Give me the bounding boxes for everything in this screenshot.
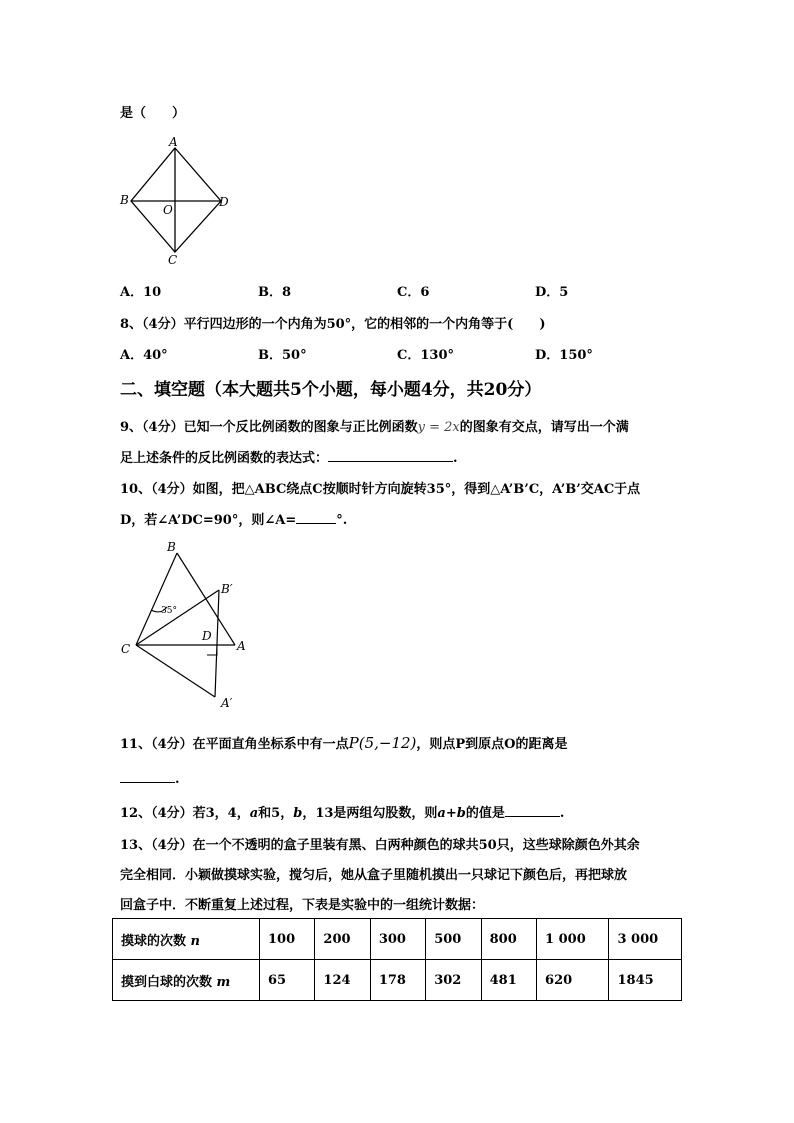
label-d: D bbox=[202, 629, 212, 643]
q12-var-a: a bbox=[249, 806, 259, 821]
table-cell: 100 bbox=[260, 919, 315, 960]
label-b: B bbox=[120, 193, 129, 207]
label-c: C bbox=[168, 253, 178, 267]
q12-answer-blank[interactable] bbox=[505, 804, 560, 817]
q8-option-b: B．50° bbox=[258, 348, 307, 363]
q7-option-d: D．5 bbox=[535, 285, 569, 300]
q9-line2-text: 足上述条件的反比例函数的表达式： bbox=[120, 451, 329, 466]
label-a: A bbox=[169, 135, 178, 149]
table-cell: 3 000 bbox=[609, 919, 682, 960]
row1-var: n bbox=[190, 933, 200, 949]
table-cell: 300 bbox=[370, 919, 425, 960]
table-row bbox=[113, 919, 682, 960]
row2-var: m bbox=[216, 974, 231, 990]
section-title: 二、填空题（本大题共5个小题，每小题4分，共20分） bbox=[120, 380, 542, 400]
q12-mid: 和5， bbox=[258, 806, 294, 821]
row2-label: 摸到白球的次数 bbox=[121, 974, 213, 990]
side-cap bbox=[136, 645, 215, 697]
q10-answer-blank[interactable] bbox=[296, 511, 336, 524]
label-angle: 35° bbox=[161, 606, 177, 616]
q11-answer-blank[interactable] bbox=[120, 770, 175, 783]
q12-expr: a+b bbox=[437, 806, 466, 821]
table-cell: 481 bbox=[481, 960, 536, 1001]
label-d: D bbox=[219, 195, 229, 209]
rotation-figure bbox=[115, 535, 255, 715]
q13-line1: 13、（4分）在一个不透明的盒子里装有黑、白两种颜色的球共50只，这些球除颜色外其余 bbox=[120, 838, 640, 853]
q8-option-a: A．40° bbox=[120, 348, 168, 363]
q12-period: . bbox=[559, 806, 565, 821]
table-cell: 178 bbox=[370, 960, 425, 1001]
table-cell: 65 bbox=[260, 960, 315, 1001]
label-bp: B′ bbox=[221, 582, 233, 596]
q12-line bbox=[120, 802, 564, 821]
q9-line2-end: . bbox=[453, 451, 458, 466]
label-c: C bbox=[121, 642, 131, 656]
q8-option-d: D．150° bbox=[535, 348, 593, 363]
table-cell: 500 bbox=[426, 919, 481, 960]
label-a: A bbox=[237, 639, 246, 653]
q7-option-b: B．8 bbox=[258, 285, 292, 300]
q9-line2 bbox=[120, 447, 458, 466]
q13-line3: 回盒子中．不断重复上述过程，下表是实验中的一组统计数据： bbox=[120, 898, 485, 913]
right-angle-mark bbox=[207, 645, 217, 655]
q7-tail-text: 是（ ） bbox=[120, 106, 186, 121]
q12-end: 的值是 bbox=[465, 806, 505, 821]
label-o: O bbox=[163, 203, 173, 217]
rhombus-figure bbox=[115, 130, 245, 270]
q12-var-b: b bbox=[293, 806, 303, 821]
table-cell: 620 bbox=[537, 960, 609, 1001]
q11-text-post: ，则点P到原点O的距离是 bbox=[416, 737, 568, 752]
side-bpap bbox=[215, 590, 219, 697]
q11-line2 bbox=[120, 770, 180, 787]
table-cell: 302 bbox=[426, 960, 481, 1001]
table-cell: 1845 bbox=[609, 960, 682, 1001]
q9-line1-post: 的图象有交点，请写出一个满 bbox=[459, 420, 629, 435]
q12-pre: 12、（4分）若3，4， bbox=[120, 806, 250, 821]
q10-line2 bbox=[120, 509, 347, 528]
label-ap: A′ bbox=[221, 696, 233, 710]
q12-post: ，13是两组勾股数，则 bbox=[302, 806, 438, 821]
q8-option-c: C．130° bbox=[397, 348, 454, 363]
stats-table bbox=[112, 918, 682, 1001]
q8-text: 8、（4分）平行四边形的一个内角为50°，它的相邻的一个内角等于( ) bbox=[120, 317, 546, 332]
table-row bbox=[113, 960, 682, 1001]
q11-line1 bbox=[120, 733, 568, 752]
q13-line2: 完全相同．小颖做摸球实验，搅匀后，她从盒子里随机摸出一只球记下颜色后，再把球放 bbox=[120, 868, 628, 883]
q9-line1 bbox=[120, 416, 629, 435]
row1-label: 摸球的次数 bbox=[121, 933, 187, 949]
q10-line1: 10、（4分）如图，把△ABC绕点C按顺时针方向旋转35°，得到△A’B’C，A’B’交AC于点 bbox=[120, 482, 641, 497]
row1-header bbox=[113, 919, 260, 960]
q7-option-a: A．10 bbox=[120, 285, 162, 300]
q9-line1-pre: 9、（4分）已知一个反比例函数的图象与正比例函数 bbox=[120, 420, 418, 435]
q7-option-c: C．6 bbox=[397, 285, 430, 300]
q10-line2-post: °. bbox=[336, 513, 348, 528]
q11-point: P(5,−12) bbox=[348, 734, 417, 752]
rhombus-outline bbox=[131, 148, 221, 252]
table-cell: 800 bbox=[481, 919, 536, 960]
q9-formula: y = 2x bbox=[417, 420, 460, 435]
q11-end: . bbox=[175, 772, 180, 787]
q9-answer-blank[interactable] bbox=[328, 449, 453, 462]
label-b: B bbox=[167, 540, 176, 554]
q10-line2-pre: D，若∠A’DC=90°，则∠A= bbox=[120, 513, 297, 528]
q11-text-pre: 11、（4分）在平面直角坐标系中有一点 bbox=[120, 737, 349, 752]
table-cell: 200 bbox=[315, 919, 370, 960]
table-cell: 124 bbox=[315, 960, 370, 1001]
table-cell: 1 000 bbox=[537, 919, 609, 960]
row2-header bbox=[113, 960, 260, 1001]
